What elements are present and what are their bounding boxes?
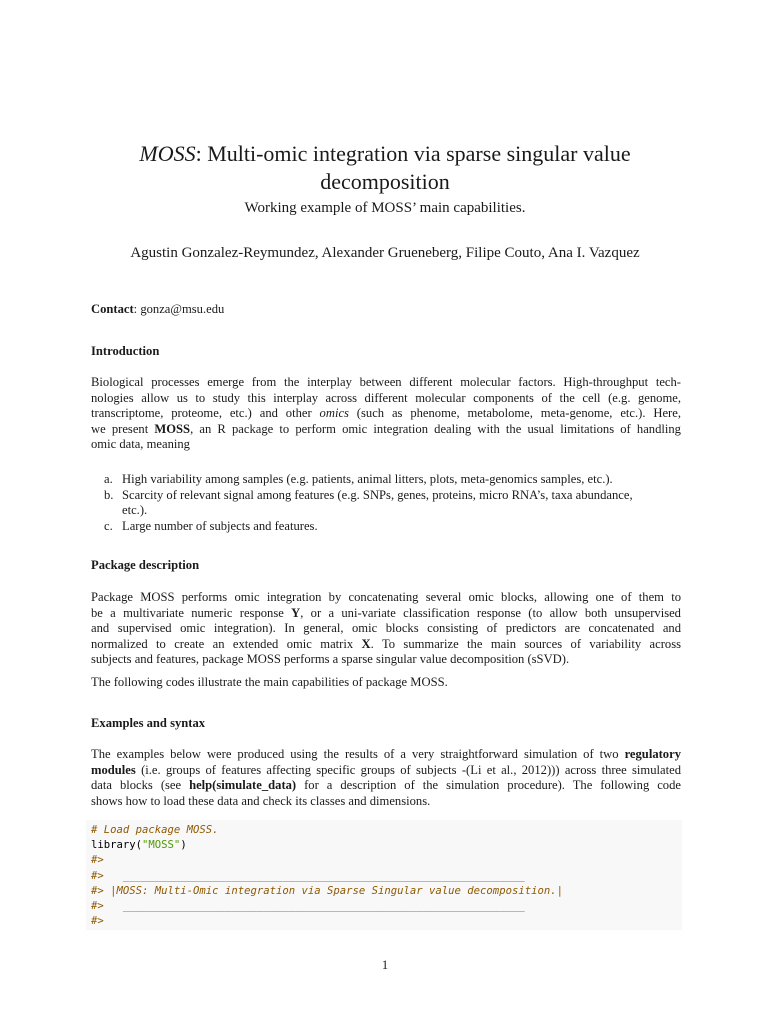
code-output-line: #> |MOSS: Multi-Omic integration via Sparse Singular value decomposition.| xyxy=(91,884,563,897)
intro-line-3-a: transcriptome, proteome, etc.) and other xyxy=(91,406,320,420)
ex-line-4: shows how to load these data and check its classes and dimensions. xyxy=(91,793,431,808)
ex-line-3-a: data blocks (see xyxy=(91,778,190,792)
ex-line-3 xyxy=(91,778,681,794)
pkg-line-2 xyxy=(91,606,681,622)
pkg-line-3: and supervised omic integration). In general, omic blocks consisting of predictors are concatenated and xyxy=(91,621,681,635)
intro-line-5: omic data, meaning xyxy=(91,437,190,451)
ex-line-1 xyxy=(91,747,681,763)
package-paragraph-2: The following codes illustrate the main capabilities of package MOSS. xyxy=(91,675,448,689)
paper-subtitle: Working example of MOSS’ main capabilities. xyxy=(244,200,526,216)
list-item xyxy=(91,519,691,535)
introduction-heading: Introduction xyxy=(91,344,160,358)
paper-authors: Agustin Gonzalez-Reymundez, Alexander Grueneberg, Filipe Couto, Ana I. Vazquez xyxy=(130,245,640,261)
pkg-line-2-b: , or a uni-variate classification response (to allow both unsupervised xyxy=(300,605,681,620)
list-item-text: Large number of subjects and features. xyxy=(122,518,318,533)
package-description-heading: Package description xyxy=(91,558,200,572)
pkg-line-2-a: be a multivariate numeric response xyxy=(91,605,292,620)
intro-omics-em: omics xyxy=(319,406,349,420)
code-string: "MOSS" xyxy=(142,839,181,852)
intro-line-2: nologies allow us to study this interplay across different molecular components of the cell (e.g. genome, xyxy=(91,390,681,405)
code-paren: ) xyxy=(180,839,187,852)
introduction-paragraph xyxy=(91,375,681,453)
pkg-line-4 xyxy=(91,637,681,653)
code-block xyxy=(86,820,682,930)
code-library-call: library( xyxy=(91,839,143,852)
ex-modules-bold: modules xyxy=(91,762,136,777)
list-item-text: Scarcity of relevant signal among features (e.g. SNPs, genes, proteins, micro RNA’s, taxa abundance, xyxy=(122,487,633,502)
examples-heading: Examples and syntax xyxy=(91,716,206,730)
limitations-list xyxy=(91,472,691,534)
pkg-line-5: subjects and features, package MOSS performs a sparse singular value decomposition (sSVD). xyxy=(91,652,570,666)
code-output-line: #> _______________________________________________________________ xyxy=(91,869,525,882)
pkg-y-bold: Y xyxy=(291,605,301,620)
contact-email: : gonza@msu.edu xyxy=(133,302,225,316)
code-pre xyxy=(86,820,682,929)
intro-line-3 xyxy=(91,406,681,422)
ex-line-1-a: The examples below were produced using the results of a very straightforward simulation of two xyxy=(91,747,625,761)
code-output-line: #> xyxy=(91,854,104,867)
list-item-text-cont: etc.). xyxy=(122,503,148,517)
ex-help-bold: help(simulate_data) xyxy=(189,778,297,792)
intro-line-4-a: we present xyxy=(91,421,155,436)
pkg-line-1: Package MOSS performs omic integration by concatenating several omic blocks, allowing one of them to xyxy=(91,590,681,604)
paper-title-line-1 xyxy=(0,140,770,168)
ex-line-2 xyxy=(91,763,681,779)
ex-line-2-b: (i.e. groups of features affecting specific groups of subjects -(Li et al., 2012))) across three simulated xyxy=(135,762,681,777)
list-marker: b. xyxy=(104,487,114,502)
pkg-x-bold: X xyxy=(361,636,371,651)
paper-title-line-2: decomposition xyxy=(320,169,450,194)
ex-regulatory-bold: regulatory xyxy=(624,747,681,761)
pkg-line-4-a: normalized to create an extended omic matrix xyxy=(91,636,362,651)
code-output-line: #> xyxy=(91,915,104,928)
list-item xyxy=(91,488,691,519)
pkg-line-4-b: . To summarize the main sources of variability across xyxy=(370,636,681,651)
package-paragraph xyxy=(91,590,681,668)
ex-line-3-b: for a description of the simulation procedure). The following code xyxy=(296,778,681,792)
title-moss: MOSS xyxy=(139,141,196,166)
contact-label: Contact xyxy=(91,302,134,316)
code-comment: # Load package MOSS. xyxy=(91,824,219,836)
intro-moss-bold: MOSS xyxy=(154,421,191,436)
intro-line-4 xyxy=(91,422,681,438)
list-marker: c. xyxy=(104,518,113,533)
list-item-text: High variability among samples (e.g. patients, animal litters, plots, meta-genomics samples, etc.). xyxy=(122,472,613,486)
examples-paragraph xyxy=(91,747,681,809)
code-output-line: #> _______________________________________________________________ xyxy=(91,900,525,913)
list-marker: a. xyxy=(104,472,113,486)
intro-line-1: Biological processes emerge from the interplay between different molecular factors. High-throughput tech- xyxy=(91,375,681,389)
intro-line-3-b: (such as phenome, metabolome, meta-genome, etc.). Here, xyxy=(348,406,681,420)
title-rest: : Multi-omic integration via sparse singular value xyxy=(195,141,631,166)
contact-line xyxy=(91,302,681,318)
page-number: 1 xyxy=(381,958,389,972)
list-item xyxy=(91,472,691,488)
intro-line-4-b: , an R package to perform omic integration dealing with the usual limitations of handling xyxy=(190,421,681,436)
